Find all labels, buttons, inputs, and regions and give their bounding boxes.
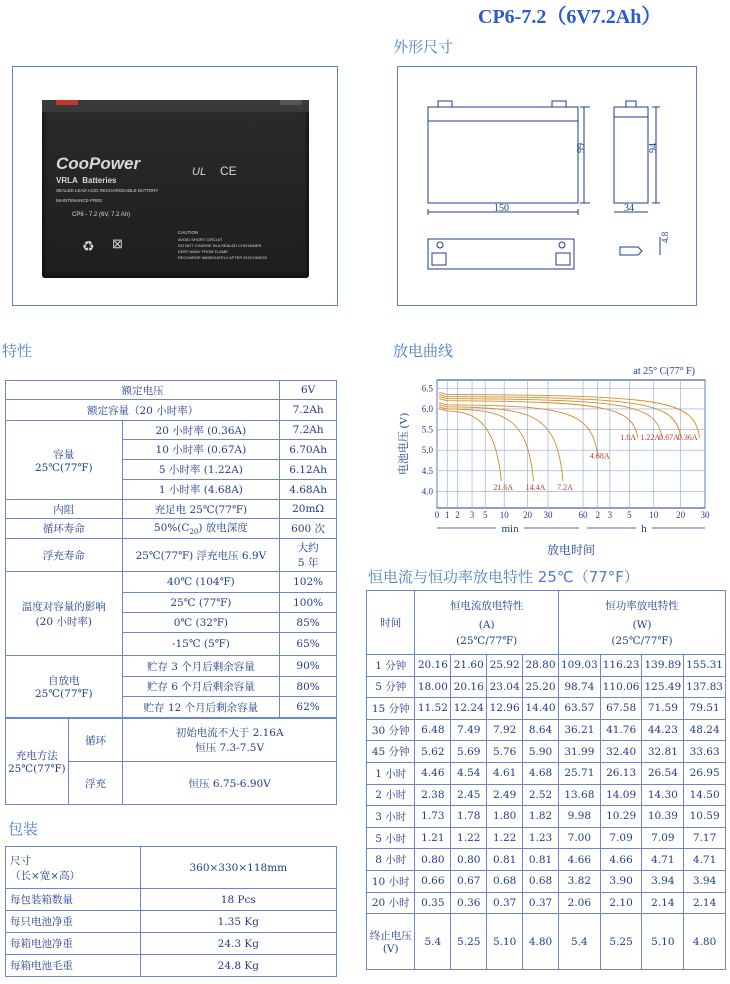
x-tick-label: 1 xyxy=(444,510,450,520)
current-cell: 4.46 xyxy=(415,762,451,784)
brand-logo: CooPower xyxy=(56,154,141,173)
current-cell: 1.21 xyxy=(415,827,451,849)
current-cell: 1.23 xyxy=(523,827,559,849)
table-row xyxy=(367,655,726,677)
recycle-icon: ♻ xyxy=(82,238,95,254)
power-cell: 139.89 xyxy=(642,655,684,677)
temp-effect-label: 温度对容量的影响 xyxy=(21,600,106,613)
power-cell: 4.66 xyxy=(558,849,600,871)
power-title: 恒功率放电特性 xyxy=(605,600,679,612)
curve-label: 14.4A xyxy=(525,483,546,493)
const-discharge-table xyxy=(366,590,726,970)
temp-cond: 0℃ (32℉) xyxy=(122,613,280,633)
capacity-rate: 1 小时率 (4.68A) xyxy=(122,480,280,500)
curve-label: 1.8A xyxy=(620,432,636,442)
cycle-label: 循环寿命 xyxy=(6,519,123,539)
temp-effect-rate: (20 小时率) xyxy=(35,615,92,628)
current-cell: 0.67 xyxy=(451,870,487,892)
table-row xyxy=(367,741,726,763)
current-cell: 2.45 xyxy=(451,784,487,806)
power-cell: 26.54 xyxy=(642,762,684,784)
x-tick-label: 2 xyxy=(595,510,600,520)
current-cell: 14.40 xyxy=(523,698,559,720)
end-voltage-value: 5.10 xyxy=(642,914,684,970)
time-cell: 15 分钟 xyxy=(367,698,415,720)
cycle-cond xyxy=(122,519,280,539)
capacity-value: 7.2Ah xyxy=(280,421,337,440)
current-cell: 21.60 xyxy=(451,655,487,677)
x-tick-label: 10 xyxy=(649,510,659,520)
power-cell: 3.82 xyxy=(558,870,600,892)
current-unit: (A) xyxy=(478,619,495,631)
charge-method-temp: 25℃(77℉) xyxy=(8,763,66,775)
power-cell: 3.94 xyxy=(684,870,726,892)
time-cell: 20 小时 xyxy=(367,892,415,914)
capacity-rate: 10 小时率 (0.67A) xyxy=(122,440,280,460)
power-cell: 44.23 xyxy=(642,719,684,741)
x-tick-label: 10 xyxy=(499,510,509,520)
time-cell: 10 小时 xyxy=(367,870,415,892)
section-packaging: 包装 xyxy=(8,820,39,838)
power-cell: 32.81 xyxy=(642,741,684,763)
power-cell: 98.74 xyxy=(558,676,600,698)
section-characteristics: 特性 xyxy=(2,342,33,360)
page-title: CP6-7.2（6V7.2Ah） xyxy=(478,6,662,28)
curve-label: 0.36A xyxy=(677,432,698,442)
battery-photo-frame xyxy=(12,66,338,306)
x-unit-min: min xyxy=(501,523,519,535)
vrla-label: VRLA xyxy=(56,176,78,185)
battery-photo xyxy=(42,100,309,278)
power-cell: 155.31 xyxy=(684,655,726,677)
power-cell: 41.76 xyxy=(600,719,642,741)
ul-mark: UL xyxy=(192,166,207,178)
power-cell: 109.03 xyxy=(558,655,600,677)
power-cell: 10.39 xyxy=(642,806,684,828)
current-cell: 1.82 xyxy=(523,806,559,828)
current-cell: 1.22 xyxy=(451,827,487,849)
current-cell: 2.52 xyxy=(523,784,559,806)
cycle-use-label: 循环 xyxy=(68,719,123,762)
power-cell: 4.71 xyxy=(642,849,684,871)
self-discharge-label: 自放电 xyxy=(48,675,80,687)
pack-row-value: 24.8 Kg xyxy=(140,955,336,977)
capacity-rate: 5 小时率 (1.22A) xyxy=(122,460,280,480)
y-tick-label: 6.0 xyxy=(421,403,433,414)
power-cell: 7.17 xyxy=(684,827,726,849)
time-cell: 2 小时 xyxy=(367,784,415,806)
dimension-drawing xyxy=(398,67,698,307)
resistance-value: 20mΩ xyxy=(280,500,337,519)
current-cell: 4.54 xyxy=(451,762,487,784)
section-discharge-curve: 放电曲线 xyxy=(393,342,454,360)
cycle-use-voltage: 恒压 7.3-7.5V xyxy=(195,742,265,754)
y-tick-label: 4.0 xyxy=(421,486,433,497)
dimension-drawing-frame xyxy=(397,66,697,306)
current-cell: 0.35 xyxy=(415,892,451,914)
table-row xyxy=(367,806,726,828)
pack-size-value: 360×330×118mm xyxy=(140,847,336,889)
curve-label: 0.67A xyxy=(659,432,679,442)
cycle-value: 600 次 xyxy=(280,519,337,539)
current-cell: 25.92 xyxy=(487,655,523,677)
capacity-value: 4.68Ah xyxy=(280,480,337,500)
discharge-curve xyxy=(439,407,533,481)
power-cell: 4.71 xyxy=(684,849,726,871)
current-cell: 28.80 xyxy=(523,655,559,677)
temp-value: 100% xyxy=(280,593,337,613)
current-cell: 0.81 xyxy=(523,849,559,871)
time-cell: 30 分钟 xyxy=(367,719,415,741)
cycle-cond-a: 50%(C xyxy=(153,522,190,535)
self-discharge-cond: 贮存 12 个月后剩余容量 xyxy=(122,697,280,718)
current-temp: (25℃/77℉) xyxy=(456,635,518,647)
section-const-table: 恒电流与恒功率放电特性 25℃（77°F） xyxy=(368,568,639,586)
pack-row-value: 24.3 Kg xyxy=(140,933,336,955)
x-tick-label: 3 xyxy=(607,510,613,520)
power-temp: (25℃/77℉) xyxy=(611,635,673,647)
current-cell: 5.90 xyxy=(523,741,559,763)
current-cell: 4.68 xyxy=(523,762,559,784)
table-row xyxy=(367,784,726,806)
bin-icon: ⊠ xyxy=(112,236,123,251)
power-cell: 10.29 xyxy=(600,806,642,828)
capacity-value: 6.70Ah xyxy=(280,440,337,460)
table-row xyxy=(367,849,726,871)
current-cell: 25.20 xyxy=(523,676,559,698)
table-row xyxy=(367,676,726,698)
rated-voltage: 6V xyxy=(280,381,337,400)
curve-label: 1.22A xyxy=(640,432,661,442)
current-cell: 1.78 xyxy=(451,806,487,828)
y-tick-label: 5.5 xyxy=(421,424,433,435)
current-cell: 2.38 xyxy=(415,784,451,806)
current-cell: 0.36 xyxy=(451,892,487,914)
float-life-label: 浮充寿命 xyxy=(6,539,123,572)
temp-value: 102% xyxy=(280,572,337,593)
discharge-curve xyxy=(439,409,501,481)
pack-size-sub: （长×宽×高） xyxy=(10,869,81,882)
temp-cond: 40℃ (104℉) xyxy=(122,572,280,593)
current-cell: 20.16 xyxy=(415,655,451,677)
power-cell: 33.63 xyxy=(684,741,726,763)
rated-capacity-label: 额定容量（20 小时率） xyxy=(6,400,280,421)
chart-title: at 25° C(77° F) xyxy=(633,366,695,377)
current-cell: 0.37 xyxy=(487,892,523,914)
x-tick-label: 20 xyxy=(523,510,533,520)
power-cell: 2.14 xyxy=(642,892,684,914)
power-unit: (W) xyxy=(632,619,652,631)
curve-label: 21.6A xyxy=(493,483,514,493)
time-cell: 5 小时 xyxy=(367,827,415,849)
batteries-label: Batteries xyxy=(82,176,117,185)
self-discharge-value: 80% xyxy=(280,677,337,697)
y-axis-label: 电池电压 (V) xyxy=(398,412,410,476)
x-tick-label: 20 xyxy=(676,510,686,520)
power-cell: 79.51 xyxy=(684,698,726,720)
power-cell: 14.50 xyxy=(684,784,726,806)
pack-row-label: 每箱电池净重 xyxy=(6,933,141,955)
power-cell: 48.24 xyxy=(684,719,726,741)
dim-length: 150 xyxy=(494,203,509,214)
power-cell: 4.66 xyxy=(600,849,642,871)
current-cell: 0.81 xyxy=(487,849,523,871)
capacity-label: 容量 xyxy=(53,448,75,461)
pack-size-label: 尺寸 xyxy=(10,854,31,867)
self-discharge-value: 62% xyxy=(280,697,337,718)
dim-width: 34 xyxy=(624,203,634,214)
current-cell: 0.37 xyxy=(523,892,559,914)
end-voltage-value: 4.80 xyxy=(523,914,559,970)
capacity-value: 6.12Ah xyxy=(280,460,337,480)
power-cell: 137.83 xyxy=(684,676,726,698)
cycle-use-current: 初始电流不大于 2.16A xyxy=(175,727,284,739)
x-tick-label: 5 xyxy=(627,510,632,520)
temp-value: 85% xyxy=(280,613,337,633)
rated-voltage-label: 额定电压 xyxy=(6,381,280,400)
power-cell: 7.00 xyxy=(558,827,600,849)
time-cell: 45 分钟 xyxy=(367,741,415,763)
specs-table xyxy=(5,380,337,718)
current-cell: 0.68 xyxy=(487,870,523,892)
capacity-rate: 20 小时率 (0.36A) xyxy=(122,421,280,440)
power-cell: 32.40 xyxy=(600,741,642,763)
curve-label: 4.68A xyxy=(589,451,610,461)
current-cell: 11.52 xyxy=(415,698,451,720)
table-row xyxy=(367,892,726,914)
y-tick-label: 6.5 xyxy=(421,383,433,394)
power-cell: 13.68 xyxy=(558,784,600,806)
current-cell: 18.00 xyxy=(415,676,451,698)
pack-row-label: 每箱电池毛重 xyxy=(6,955,141,977)
table-row xyxy=(367,698,726,720)
caution-line: DO NOT CHARGE IN A SEALED CONTAINER xyxy=(178,243,262,248)
end-voltage-label: 终止电压 xyxy=(369,930,412,943)
time-cell: 5 分钟 xyxy=(367,676,415,698)
power-cell: 10.59 xyxy=(684,806,726,828)
float-life-b: 5 年 xyxy=(297,557,319,569)
current-cell: 1.22 xyxy=(487,827,523,849)
self-discharge-cond: 贮存 6 个月后剩余容量 xyxy=(122,677,280,697)
time-header: 时间 xyxy=(367,591,415,655)
end-voltage-value: 5.4 xyxy=(415,914,451,970)
battery-line1: SEALED LEAD ACID RECHARGEABLE BATTERY xyxy=(56,188,159,193)
battery-model: CP6 - 7.2 (6V, 7.2 Ah) xyxy=(72,212,131,218)
power-cell: 36.21 xyxy=(558,719,600,741)
rated-capacity: 7.2Ah xyxy=(280,400,337,421)
temp-cond: 25℃ (77℉) xyxy=(122,593,280,613)
x-unit-h: h xyxy=(641,523,647,535)
power-cell: 14.30 xyxy=(642,784,684,806)
capacity-temp: 25℃(77℉) xyxy=(34,461,93,474)
current-cell: 0.66 xyxy=(415,870,451,892)
pack-row-value: 1.35 Kg xyxy=(140,911,336,933)
pack-row-label: 每只电池净重 xyxy=(6,911,141,933)
current-cell: 5.62 xyxy=(415,741,451,763)
pack-row-label: 每包装箱数量 xyxy=(6,889,141,911)
time-cell: 8 小时 xyxy=(367,849,415,871)
float-use-voltage: 恒压 6.75-6.90V xyxy=(123,762,337,805)
self-discharge-temp: 25℃(77℉) xyxy=(34,688,93,700)
y-tick-label: 4.5 xyxy=(421,465,433,476)
current-title: 恒电流放电特性 xyxy=(449,600,524,612)
curve-label: 7.2A xyxy=(557,483,573,493)
table-row xyxy=(367,870,726,892)
current-cell: 0.80 xyxy=(415,849,451,871)
power-cell: 25.71 xyxy=(558,762,600,784)
current-cell: 2.49 xyxy=(487,784,523,806)
power-cell: 67.58 xyxy=(600,698,642,720)
current-cell: 20.16 xyxy=(451,676,487,698)
x-tick-label: 2 xyxy=(455,510,460,520)
power-cell: 2.10 xyxy=(600,892,642,914)
x-tick-label: 5 xyxy=(482,510,488,520)
end-voltage-value: 4.80 xyxy=(684,914,726,970)
power-cell: 26.95 xyxy=(684,762,726,784)
x-tick-label: 30 xyxy=(700,510,710,520)
temp-cond: -15℃ (5℉) xyxy=(122,633,280,656)
caution-line: KEEP AWAY FROM FLAME xyxy=(178,249,228,254)
dim-height: 99 xyxy=(576,143,587,153)
x-tick-label: 30 xyxy=(543,510,553,520)
pack-row-value: 18 Pcs xyxy=(140,889,336,911)
power-cell: 63.57 xyxy=(558,698,600,720)
power-cell: 7.09 xyxy=(642,827,684,849)
caution-title: CAUTION xyxy=(178,230,199,235)
caution-line: RECHARGE IMMEDIATELY AFTER DISCHARGE xyxy=(178,255,268,260)
y-tick-label: 5.0 xyxy=(421,445,433,456)
self-discharge-value: 90% xyxy=(280,656,337,677)
float-life-a: 大约 xyxy=(297,542,319,554)
power-cell: 26.13 xyxy=(600,762,642,784)
table-row xyxy=(367,719,726,741)
x-tick-label: 3 xyxy=(469,510,475,520)
charge-method-table xyxy=(5,718,337,805)
power-cell: 3.90 xyxy=(600,870,642,892)
current-cell: 1.73 xyxy=(415,806,451,828)
current-cell: 7.49 xyxy=(451,719,487,741)
resistance-cond: 充足电 25℃(77℉) xyxy=(122,500,280,519)
power-cell: 71.59 xyxy=(642,698,684,720)
x-axis-label: 放电时间 xyxy=(546,543,596,557)
current-cell: 8.64 xyxy=(523,719,559,741)
cycle-cond-sub: 20 xyxy=(189,528,199,537)
power-cell: 2.14 xyxy=(684,892,726,914)
current-cell: 4.61 xyxy=(487,762,523,784)
end-voltage-value: 5.4 xyxy=(558,914,600,970)
end-voltage-value: 5.10 xyxy=(487,914,523,970)
table-row xyxy=(367,762,726,784)
battery-line2: MAINTENANCE-FREE xyxy=(56,198,103,203)
power-cell: 14.09 xyxy=(600,784,642,806)
table-row xyxy=(367,827,726,849)
x-tick-label: 60 xyxy=(578,510,588,520)
time-cell: 1 小时 xyxy=(367,762,415,784)
current-cell: 1.80 xyxy=(487,806,523,828)
current-cell: 0.80 xyxy=(451,849,487,871)
power-cell: 110.06 xyxy=(600,676,642,698)
power-cell: 2.06 xyxy=(558,892,600,914)
end-voltage-value: 5.25 xyxy=(600,914,642,970)
current-cell: 5.76 xyxy=(487,741,523,763)
current-cell: 0.68 xyxy=(523,870,559,892)
cycle-cond-b: ) 放电深度 xyxy=(198,522,248,535)
caution-line: AVOID SHORT CIRCUIT xyxy=(178,237,223,242)
packaging-table xyxy=(5,846,337,977)
current-cell: 7.92 xyxy=(487,719,523,741)
current-cell: 5.69 xyxy=(451,741,487,763)
current-cell: 12.96 xyxy=(487,698,523,720)
float-life-cond: 25℃(77℉) 浮充电压 6.9V xyxy=(122,539,280,572)
power-cell: 116.23 xyxy=(600,655,642,677)
power-cell: 31.99 xyxy=(558,741,600,763)
x-tick-label: 0 xyxy=(434,510,440,520)
temp-value: 65% xyxy=(280,633,337,656)
time-cell: 1 分钟 xyxy=(367,655,415,677)
dim-total-height: 94 xyxy=(648,143,659,153)
resistance-label: 内阻 xyxy=(6,500,123,519)
discharge-curve-chart xyxy=(393,360,723,560)
dim-terminal: 4.8 xyxy=(660,231,670,243)
power-cell: 125.49 xyxy=(642,676,684,698)
section-dimensions: 外形尺寸 xyxy=(393,38,454,56)
power-cell: 3.94 xyxy=(642,870,684,892)
end-voltage-value: 5.25 xyxy=(451,914,487,970)
current-cell: 6.48 xyxy=(415,719,451,741)
time-cell: 3 小时 xyxy=(367,806,415,828)
current-cell: 12.24 xyxy=(451,698,487,720)
self-discharge-cond: 贮存 3 个月后剩余容量 xyxy=(122,656,280,677)
ce-mark: CE xyxy=(220,164,237,178)
power-cell: 7.09 xyxy=(600,827,642,849)
float-use-label: 浮充 xyxy=(68,762,123,805)
power-cell: 9.98 xyxy=(558,806,600,828)
charge-method-label: 充电方法 xyxy=(15,750,58,762)
end-voltage-unit: (V) xyxy=(382,943,399,956)
current-cell: 23.04 xyxy=(487,676,523,698)
